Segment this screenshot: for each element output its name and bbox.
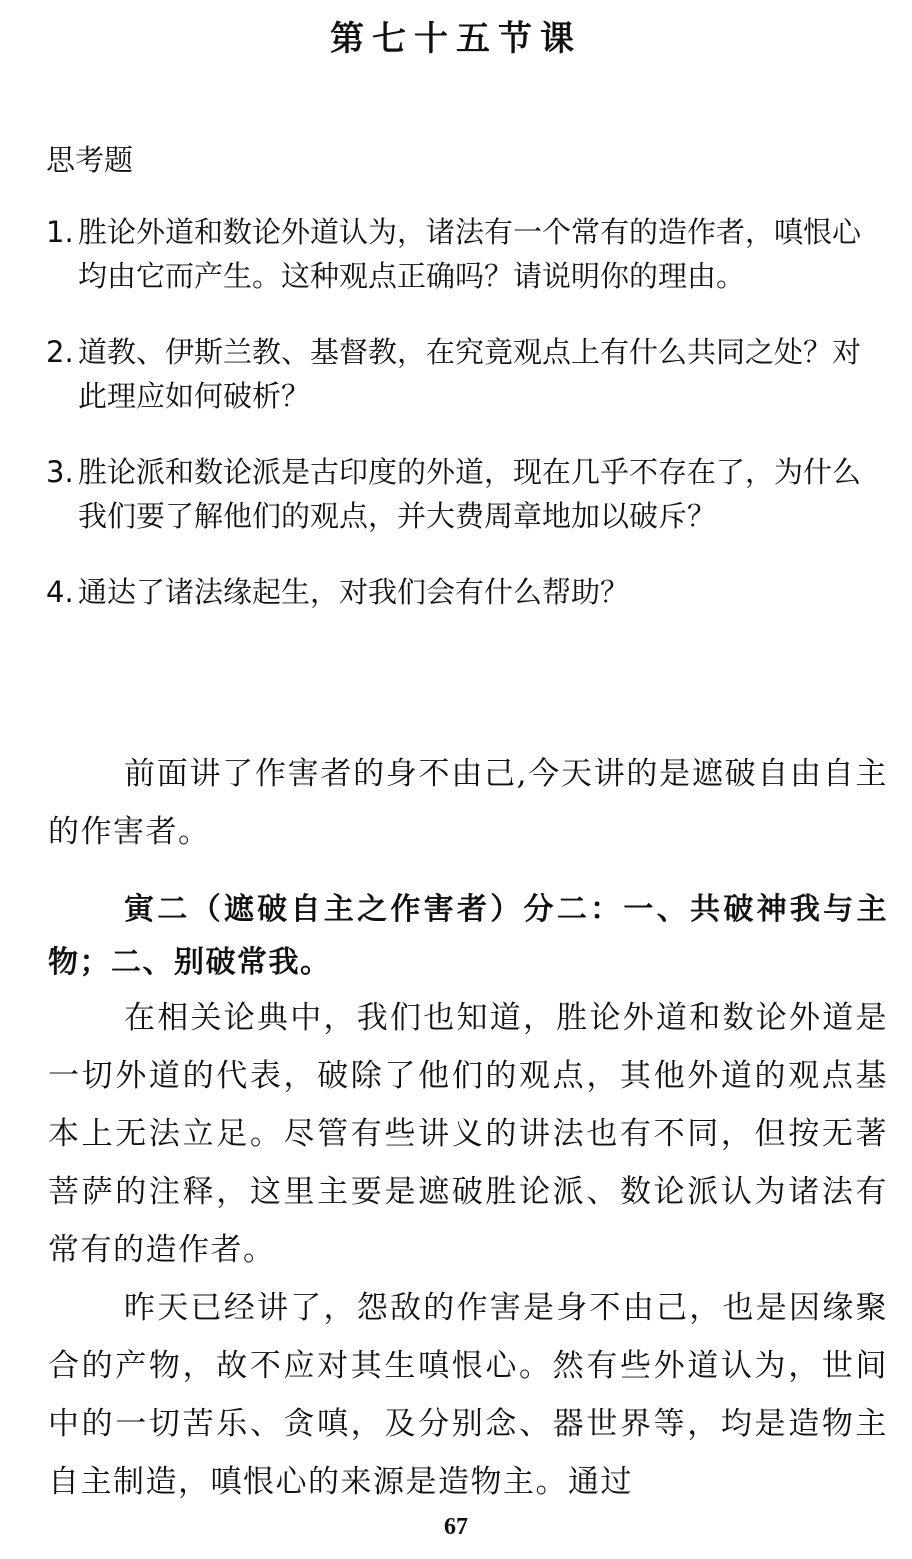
lecture-body	[48, 745, 888, 1511]
questions-heading: 思考题	[46, 143, 134, 177]
page-number: 67	[444, 1514, 468, 1540]
question-item	[46, 570, 888, 614]
question-text: 通达了诸法缘起生，对我们会有什么帮助？	[78, 575, 630, 609]
intro-paragraph: 前面讲了作害者的身不由己,今天讲的是遮破自由自主的作害者。	[48, 756, 888, 850]
section-heading: 寅二（遮破自主之作害者）分二：一、共破神我与主物；二、别破常我。	[48, 892, 888, 980]
question-item	[46, 450, 888, 538]
question-number: 1.	[46, 215, 74, 249]
questions-list	[46, 210, 888, 646]
body-paragraph: 在相关论典中，我们也知道，胜论外道和数论外道是一切外道的代表，破除了他们的观点，其他外道的观点基本上无法立足。尽管有些讲义的讲法也有不同，但按无著菩萨的注释，这里主要是遮破胜论派、数论派认为诸法有常有的造作者。	[48, 1000, 888, 1268]
question-item	[46, 330, 888, 418]
question-text: 胜论外道和数论外道认为，诸法有一个常有的造作者，嗔恨心均由它而产生。这种观点正确吗？请说明你的理由。	[78, 215, 862, 293]
question-text: 道教、伊斯兰教、基督教，在究竟观点上有什么共同之处？对此理应如何破析？	[78, 335, 862, 413]
question-number: 4.	[46, 575, 74, 609]
question-number: 2.	[46, 335, 74, 369]
question-text: 胜论派和数论派是古印度的外道，现在几乎不存在了，为什么我们要了解他们的观点，并大费周章地加以破斥？	[78, 455, 862, 533]
body-paragraph: 昨天已经讲了，怨敌的作害是身不由己，也是因缘聚合的产物，故不应对其生嗔恨心。然有些外道认为，世间中的一切苦乐、贪嗔，及分别念、器世界等，均是造物主自主制造，嗔恨心的来源是造物主。通过	[48, 1290, 888, 1500]
question-item	[46, 210, 888, 298]
page-title: 第七十五节课	[330, 19, 582, 59]
question-number: 3.	[46, 455, 74, 489]
